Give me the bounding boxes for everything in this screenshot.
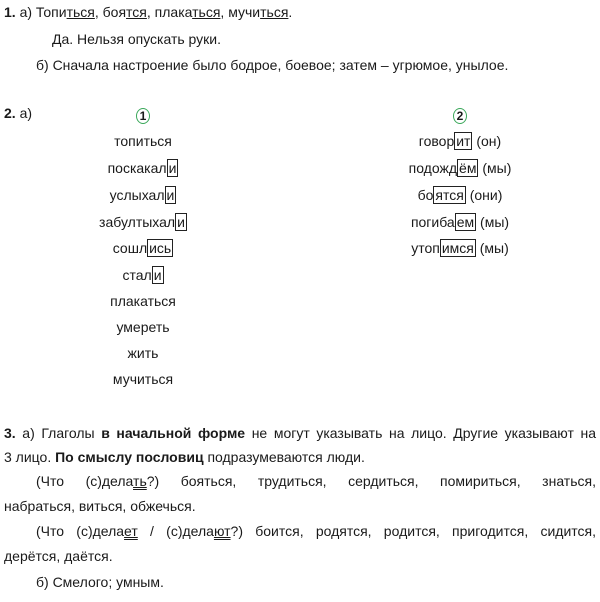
ex2-number: 2. <box>4 105 16 121</box>
ending-box: и <box>168 160 177 176</box>
ex1-a-part: Топи <box>35 4 67 20</box>
ex3-line-1: 3. а) Глаголы в начальной форме не могут указывать на лицо. Другие указывают на <box>4 425 596 441</box>
word-item: поскакал и <box>107 160 177 176</box>
ending-box: и <box>153 267 162 283</box>
ex1-number: 1. <box>4 4 16 20</box>
ending-box: ись <box>149 240 172 256</box>
ex1-a-suffix: ться <box>260 4 289 20</box>
word-item: подожд ём (мы) <box>408 160 512 176</box>
ex3-line-5: (Что (с)делает / (с)делают?) боится, родятся, родится, пригодится, сидится, <box>36 523 596 539</box>
ex3-line-3: (Что (с)делать?) бояться, трудиться, сердиться, помириться, знаться, <box>36 473 596 489</box>
ex1-a-part: , боя <box>94 4 127 20</box>
column-marker-2: 2 <box>453 108 467 124</box>
word-item: мучиться <box>112 371 174 387</box>
ending-box: ём <box>459 160 477 176</box>
ex3-line-4: набраться, виться, обжечься. <box>4 498 196 514</box>
word-item: плакаться <box>110 293 176 309</box>
ending-box: и <box>166 187 175 203</box>
ex1-a-part: , плака <box>146 4 193 20</box>
word-item: сошл ись <box>112 240 172 256</box>
ex2-a-label: а) <box>19 105 33 121</box>
word-item: умереть <box>116 319 170 335</box>
ex1-b-line: б) Сначала настроение было бодрое, боевое; затем – угрюмое, унылое. <box>36 57 509 73</box>
ex1-yes-line: Да. Нельзя опускать руки. <box>52 31 222 47</box>
ex3-line-7: б) Смелого; умным. <box>36 574 164 590</box>
ex1-a-label: а) <box>19 4 33 20</box>
ex1-a-part: , мучи <box>220 4 261 20</box>
word-item: топиться <box>114 133 172 149</box>
ex1-a-part: . <box>288 4 293 20</box>
word-item: бо ятся (они) <box>417 187 503 203</box>
ex1-a-suffix: ться <box>66 4 95 20</box>
word-item: услыхал и <box>109 187 175 203</box>
word-item: стал и <box>122 267 162 283</box>
ending-box: и <box>177 214 185 230</box>
word-item: забултыхал и <box>99 214 185 230</box>
ending-box: ем <box>456 214 475 230</box>
word-item: жить <box>127 345 159 361</box>
ex2-header <box>4 104 32 122</box>
ex1-a-suffix: ться <box>192 4 221 20</box>
ending-underline: ют <box>213 523 231 539</box>
ex3-line-6: дерётся, даётся. <box>4 548 113 564</box>
ending-underline: ть <box>133 473 147 489</box>
word-item: утоп имся (мы) <box>411 240 509 256</box>
word-item: говор ит (он) <box>418 133 502 149</box>
word-item: погиба ем (мы) <box>410 214 510 230</box>
ex3-line-2: 3 лицо. По смыслу пословиц подразумеваются люди. <box>4 449 365 465</box>
ending-underline: ет <box>124 523 138 539</box>
column-marker-1: 1 <box>136 108 150 124</box>
ending-box: имся <box>441 240 474 256</box>
ending-box: ит <box>456 133 471 149</box>
ex1-a-suffix: тся <box>126 4 147 20</box>
ending-box: ятся <box>435 187 464 203</box>
ex3-number: 3. <box>4 425 16 441</box>
ex1-line-a <box>4 3 292 21</box>
